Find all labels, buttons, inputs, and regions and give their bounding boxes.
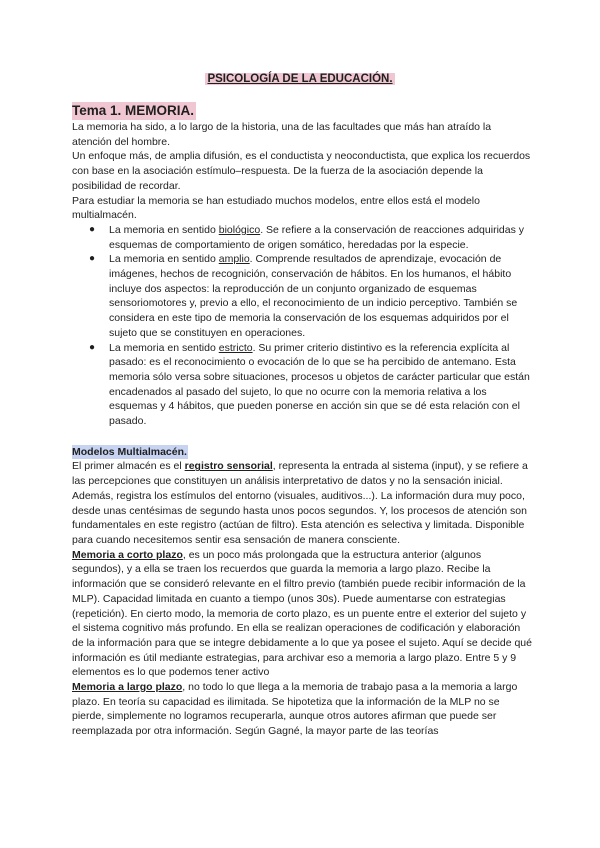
section-heading-multialmacen: Modelos Multialmacén. — [72, 445, 187, 458]
list-item: ● La memoria en sentido biológico. Se refiere a la conservación de reacciones adquiridas y esquemas de comportamiento de origen somático, heredadas por la especie. — [89, 223, 524, 251]
bullet-icon: ● — [89, 223, 96, 235]
list-item: ● La memoria en sentido estricto. Su primer criterio distintivo es la referencia explícita al pasado: es el reconocimiento o evocación de lo que se ha percibido de antemano. Esta memoria sólo versa sobre situaciones, procesos u objetos de carácter particular que están encadenados al pasado del sujeto, lo que no ocurre con la memoria relativa a los esquemas y 4 hábitos, que pueden ponerse en acción sin que se dé esta relación con el pasado. — [89, 341, 530, 428]
term-estricto: estricto — [218, 341, 253, 354]
paragraph-memoria-corto-plazo: Memoria a corto plazo, es un poco más prolongada que la estructura anterior (algunos segundos), y a ella se traen los recuerdos que guarda la memoria a largo plazo. Recibe la información que se consideró relevante en el filtro previo (también puede recibir información de la MLP). Capacidad limitada en cuanto a tiempo (unos 30s). Puede aumentarse con estrategias (repetición). En cierto modo, la memoria de corto plazo, es un puente entre el exterior del sujeto y el sistema cognitivo más profundo. En ella se realizan operaciones de codificación y elaboración de la información para que se integre debidamente a lo que ya posee el sujeto. Aquí se decide qué información es útil mediante estrategias, para archivar eso a memoria a largo plazo. Entre 5 y 9 elementos es lo que podemos tener activo — [72, 548, 532, 679]
term-registro-sensorial: registro sensorial — [184, 460, 273, 473]
bullet-icon: ● — [89, 253, 96, 265]
term-memoria-corto-plazo: Memoria a corto plazo — [72, 548, 183, 561]
term-memoria-largo-plazo: Memoria a largo plazo — [72, 681, 183, 694]
section-heading-tema1: Tema 1. MEMORIA. — [72, 103, 195, 118]
memory-types-list — [72, 223, 532, 429]
document-body — [72, 120, 532, 739]
paragraph: La memoria ha sido, a lo largo de la historia, una de las facultades que más han atraído la atención del hombre. — [72, 121, 492, 148]
document-title: PSICOLOGÍA DE LA EDUCACIÓN. — [207, 73, 393, 85]
list-item: ● La memoria en sentido amplio. Comprende resultados de aprendizaje, evocación de imágenes, hechos de recognición, conservación de hábitos. En los humanos, el hábito incluye dos aspectos: la reproducción de un conjunto organizado de esquemas sensoriomotores y, previo a ello, el reconocimiento de un indicio perceptivo. También se considera en este tipo de memoria la conservación de los esquemas adquiridos por el sujeto que se constituyen en operaciones. — [89, 253, 518, 339]
paragraph-memoria-largo-plazo: Memoria a largo plazo, no todo lo que llega a la memoria de trabajo pasa a la memoria a largo plazo. En teoría su capacidad es ilimitada. Se hipotetiza que la información de la MLP no se pierde, simplemente no logramos recuperarla, aunque otros autores afirman que puede ser reemplazada por otra información. Según Gagné, la mayor parte de las teorías — [72, 681, 518, 738]
paragraph: Un enfoque más, de amplia difusión, es el conductista y neoconductista, que explica los recuerdos con base en la asociación estímulo–respuesta. De la fuerza de la asociación depende la posibilidad de recordar. — [72, 150, 531, 192]
paragraph-registro-sensorial: El primer almacén es el registro sensorial, representa la entrada al sistema (input), y se refiere a las percepciones que constituyen un análisis interpretativo de datos y no la sensación inicial. Además, registra los estímulos del entorno (visuales, auditivos...). La información dura muy poco, desde unas centésimas de segundo hasta unos pocos segundos. Y, los procesos de atención son fundamentales en este registro (actúan de filtro). Esta atención es selectiva y limitada. Disponible para cuando necesitemos sentir esa sensación de manera consciente. — [72, 460, 528, 546]
paragraph: Para estudiar la memoria se han estudiado muchos modelos, entre ellos está el modelo multialmacén. — [72, 194, 480, 222]
term-biologico: biológico — [218, 223, 261, 236]
term-amplio: amplio — [218, 253, 250, 266]
bullet-icon: ● — [89, 341, 96, 353]
